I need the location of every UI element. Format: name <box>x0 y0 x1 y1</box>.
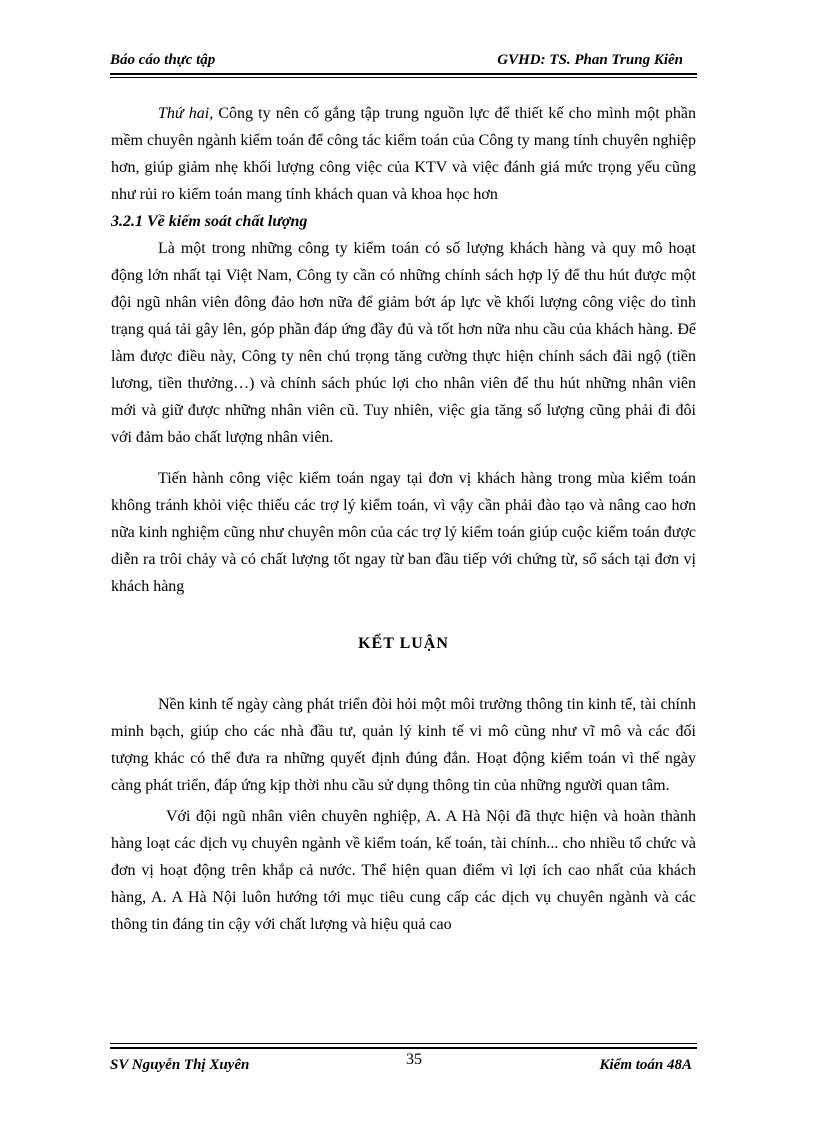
page-header <box>110 50 697 74</box>
page-body <box>111 100 696 938</box>
header-supervisor: GVHD: TS. Phan Trung Kiên <box>497 52 683 68</box>
paragraph-conclusion-economy: Nền kinh tế ngày càng phát triển đòi hỏi một môi trường thông tin kinh tế, tài chính minh bạch, giúp cho các nhà đầu tư, quản lý kinh tế vi mô cũng như vĩ mô và các đối tượng khác có thể đưa ra những quyết định đúng đắn. Hoạt động kiểm toán vì thế ngày càng phát triển, đáp ứng kịp thời nhu cầu sử dụng thông tin của những người quan tâm. <box>111 696 696 794</box>
page-number: 35 <box>406 1051 422 1068</box>
section-heading: 3.2.1 Về kiểm soát chất lượng <box>111 213 308 230</box>
footer-student-name: SV Nguyễn Thị Xuyên <box>110 1057 250 1073</box>
paragraph-conclusion-company: Với đội ngũ nhân viên chuyên nghiệp, A. A Hà Nội đã thực hiện và hoàn thành hàng loạt các dịch vụ chuyên ngành về kiểm toán, kế toán, tài chính... cho nhiều tổ chức và đơn vị hoạt động trên khắp cả nước. Thể hiện quan điểm vì lợi ích cao nhất của khách hàng, A. A Hà Nội luôn hướng tới mục tiêu cung cấp các dịch vụ chuyên ngành và các thông tin đáng tin cậy với chất lượng và hiệu quả cao <box>111 808 696 933</box>
paragraph-second-point <box>111 100 696 208</box>
paragraph-training: Tiến hành công việc kiểm toán ngay tại đơn vị khách hàng trong mùa kiểm toán không tránh khỏi việc thiếu các trợ lý kiểm toán, vì vậy cần phải đào tạo và nâng cao hơn nữa kinh nghiệm cũng như chuyên môn của các trợ lý kiểm toán giúp cuộc kiểm toán được diễn ra trôi chảy và có chất lượng tốt ngay từ ban đầu tiếp với chứng từ, sổ sách tại đơn vị khách hàng <box>111 470 696 595</box>
conclusion-heading: KẾT LUẬN <box>358 635 449 652</box>
footer-rule <box>110 1047 697 1049</box>
page-footer <box>110 1043 697 1083</box>
paragraph-quality-control: Là một trong những công ty kiểm toán có số lượng khách hàng và quy mô hoạt động lớn nhất tại Việt Nam, Công ty cần có những chính sách hợp lý để thu hút được một đội ngũ nhân viên đông đảo hơn nữa để giảm bớt áp lực về khối lượng công việc do tình trạng quá tải gây lên, góp phần đáp ứng đầy đủ và tốt hơn nữa nhu cầu của khách hàng. Để làm được điều này, Công ty nên chú trọng tăng cường thực hiện chính sách đãi ngộ (tiền lương, tiền thưởng…) và chính sách phúc lợi cho nhân viên để thu hút những nhân viên mới và giữ được những nhân viên cũ. Tuy nhiên, việc gia tăng số lượng cũng phải đi đôi với đảm bảo chất lượng nhân viên. <box>111 240 696 446</box>
header-report-title: Báo cáo thực tập <box>110 52 216 68</box>
paragraph-text: Công ty nên cố gắng tập trung nguồn lực để thiết kế cho mình một phần mềm chuyên ngành kiểm toán để công tác kiểm toán của Công ty mang tính chuyên nghiệp hơn, giúp giảm nhẹ khối lượng công việc của KTV và việc đánh giá mức trọng yếu cũng như rủi ro kiểm toán mang tính khách quan và khoa học hơn <box>111 105 696 203</box>
footer-rule-thin <box>110 1043 697 1044</box>
footer-class: Kiểm toán 48A <box>599 1057 692 1073</box>
paragraph-lead-italic: Thứ hai, <box>158 105 214 122</box>
header-rule <box>110 73 697 75</box>
header-rule-thin <box>110 77 697 78</box>
